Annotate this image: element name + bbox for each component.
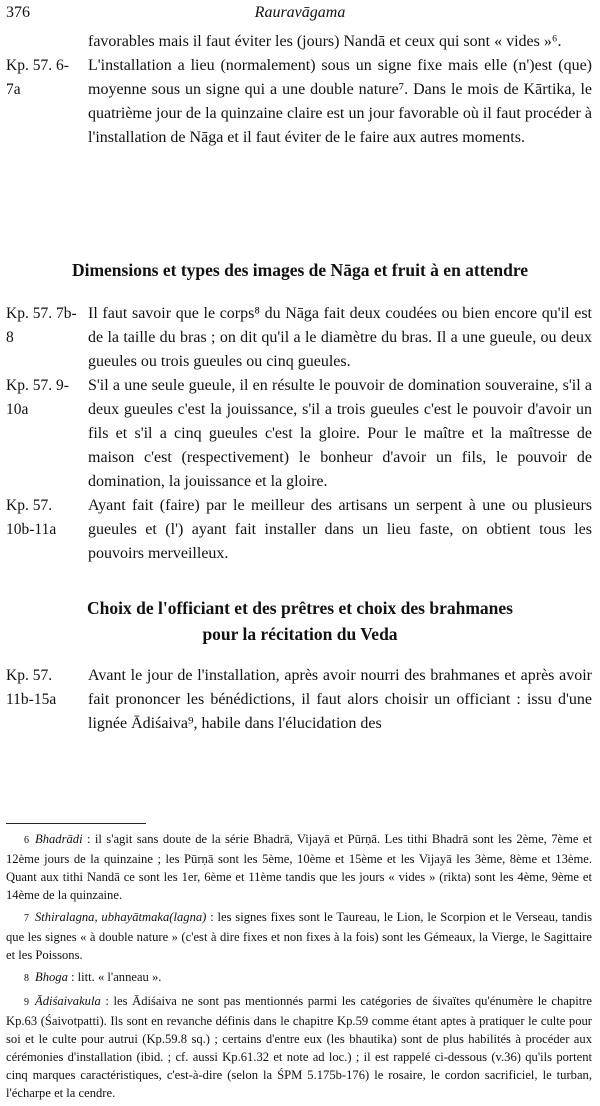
continuation-paragraph: favorables mais il faut éviter les (jours) Nandā et ceux qui sont « vides »⁶. [88,33,562,50]
verse-paragraph: S'il a une seule gueule, il en résulte le pouvoir de domination souveraine, s'il a deux gueules c'est la jouissance, s'il a trois gueules c'est le pouvoir d'avoir un fils et s'il a cinq gueules c'est la gloire. Pour le maître et la maîtresse de maison c'est (respectivement) le bonheur d'avoir un fils, le pouvoir de domination, la jouissance et la gloire. [88,377,592,490]
section2-body [0,664,600,736]
footnote [6,908,592,964]
verse-reference: Kp. 57. 6-7a [6,57,69,98]
footnotes [6,830,592,1106]
footnote-number: 9 [24,997,29,1008]
verse-row [0,494,600,566]
footnote-term: Sthiralagna, ubhayātmaka(lagna) [35,910,207,924]
verse-reference: Kp. 57. 9-10a [6,377,69,418]
verse-paragraph: L'installation a lieu (normalement) sous un signe fixe mais elle (n')est (que) moyenne sous un signe qui a une double nature⁷. Dans le mois de Kārtika, le quatrième jour de la quinzaine claire est un jour favorable où il faut procéder à l'installation de Nāga et il faut éviter de le faire aux autres moments. [88,57,592,146]
verse-reference: Kp. 57. 10b-11a [6,497,57,538]
footnote-text: : il s'agit sans doute de la série Bhadrā, Vijayā et Pūrṇā. Les tithi Bhadrā sont les 2ème, 7ème et 12ème jours de la quinzaine ; les Pūrṇā sont les 5ème, 10ème et 15ème et les Vijayā les 3ème, 8ème et 13ème. Quant aux tithi Nandā ce sont les 1er, 6ème et 11ème tandis que les jours « vides » (rikta) sont les 4ème, 9ème et 14ème de la quinzaine. [6,832,592,902]
verse-paragraph: Ayant fait (faire) par le meilleur des artisans un serpent à une ou plusieurs gueules et (l') ayant fait installer dans un lieu faste, on obtient tous les pouvoirs merveilleux. [88,497,592,562]
verse-reference: Kp. 57. 7b-8 [6,305,77,346]
footnote-number: 8 [24,973,29,984]
verse-row [0,664,600,736]
verse-row [0,54,600,150]
verse-paragraph: Il faut savoir que le corps⁸ du Nāga fait deux coudées ou bien encore qu'il est de la taille du bras ; on dit qu'il a le diamètre du bras. Il a une gueule, ou deux gueules ou trois gueules ou cinq gueules. [88,305,592,370]
running-header [6,4,594,24]
section-title: Choix de l'officiant et des prêtres et choix des brahmanes [87,598,513,618]
verse-paragraph: Avant le jour de l'installation, après avoir nourri des brahmanes et après avoir fait prononcer les bénédictions, il faut alors choisir un officiant : issu d'une lignée Ādiśaiva⁹, habile dans l'élucidation des [88,667,592,732]
footnote-rule [6,823,146,824]
verse-row [0,374,600,494]
footnote-number: 7 [24,913,29,924]
section-title: Dimensions et types des images de Nāga et fruit à en attendre [71,260,529,280]
verse-row [0,302,600,374]
section1-body [0,302,600,566]
footnote [6,992,592,1102]
running-title: Rauravāgama [254,4,346,21]
footnote-term: Bhadrādi [35,832,83,846]
footnote-term: Bhoga [35,970,68,984]
verse-reference: Kp. 57. 11b-15a [6,667,57,708]
page-number: 376 [6,4,30,21]
section-title-line2: pour la récitation du Veda [202,624,398,644]
footnote [6,830,592,904]
footnote-text: : les signes fixes sont le Taureau, le Lion, le Scorpion et le Verseau, tandis que les signes « à double nature » (c'est à dire fixes et non fixes à la fois) sont les Gémeaux, la Vierge, le Sagittaire et les Poissons. [6,910,592,962]
footnote-number: 6 [24,835,29,846]
footnote-text: : litt. « l'anneau ». [67,970,162,984]
footnote [6,968,592,988]
footnote-term: Ādiśaivakula [35,994,101,1008]
intro-block [0,30,600,150]
footnote-text: : les Ādiśaiva ne sont pas mentionnés parmi les catégories de śivaïtes qu'énumère le chapitre Kp.63 (Śaivotpatti). Ils sont en revanche définis dans le chapitre Kp.59 comme étant aptes à pratiquer le culte pour soi et le culte pour autrui (Kp.59.8 sq.) ; certains d'entre eux (les bhautika) sont de plus habilités à procéder aux cérémonies d'installation (ibid. ; cf. aussi Kp.61.32 et note ad loc.) ; il est rappelé ci-dessous (v.36) qu'ils portent cinq marques caractéristiques, c'est-à-dire (selon la ŚPM 5.175b-176) le rosaire, le cordon sacrificiel, le turban, l'écharpe et la cendre. [6,994,592,1100]
